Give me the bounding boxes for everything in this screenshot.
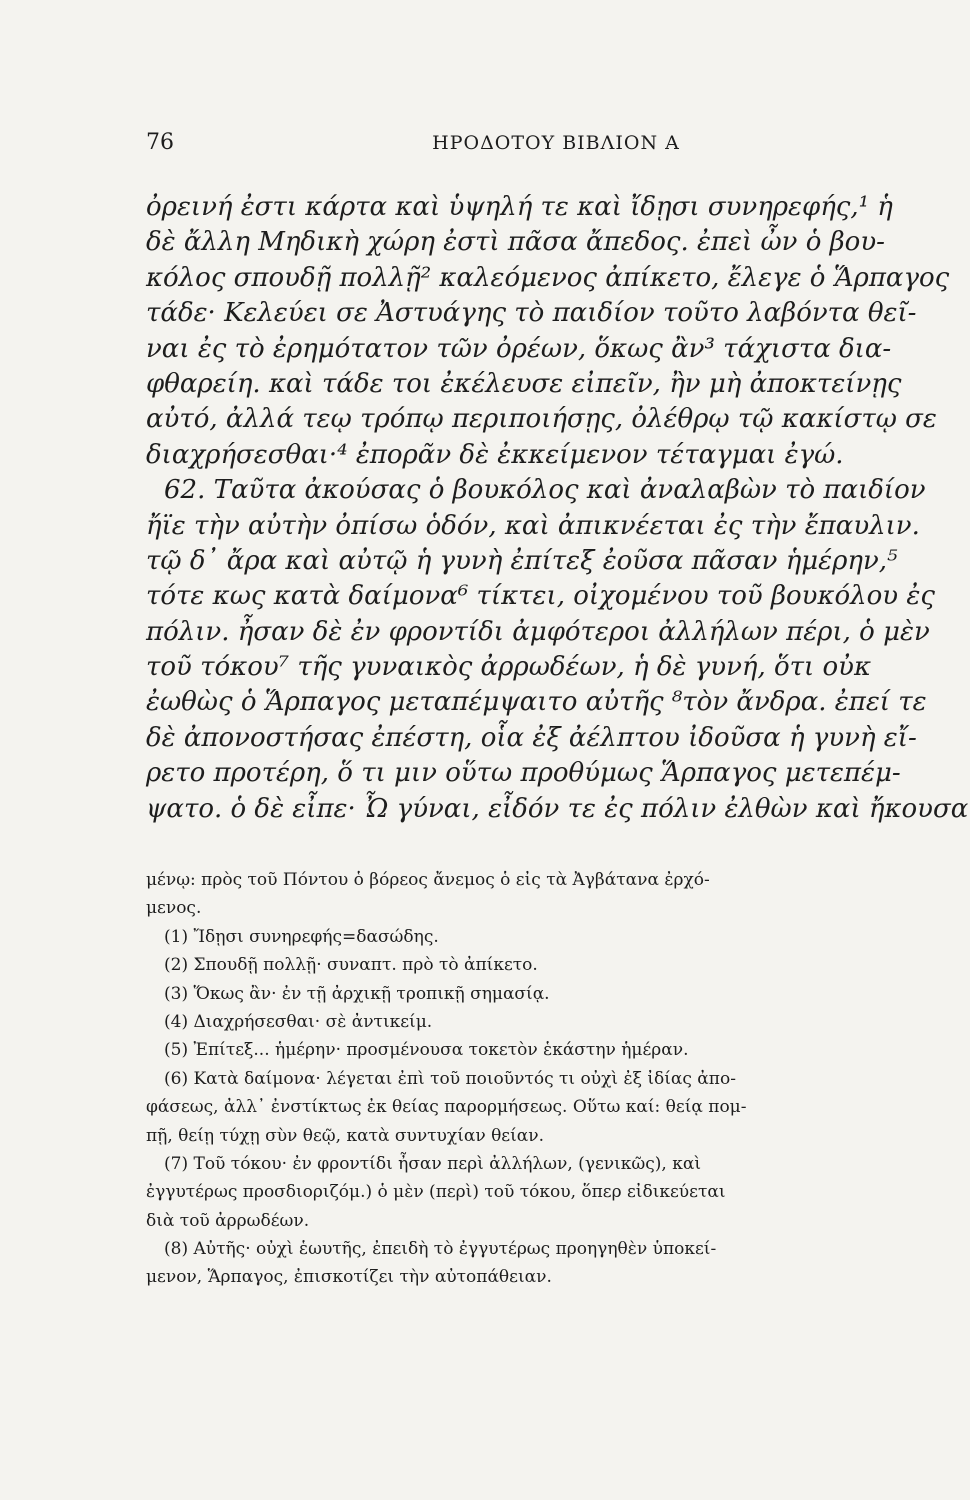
text-line: τότε κως κατὰ δαίμονα⁶ τίκτει, οἰχομένου τοῦ βουκόλου ἐς [146, 581, 935, 612]
text-line: αὐτό, ἀλλά τεῳ τρόπῳ περιποιήσῃς, ὀλέθρῳ τῷ κακίστῳ σε [146, 404, 937, 435]
footnote-line: (5) Ἐπίτεξ... ἡμέρην· προσμένουσα τοκετὸν ἑκάστην ἡμέραν. [164, 1040, 689, 1061]
footnote-line: (3) Ὅκως ἂν· ἐν τῇ ἀρχικῇ τροπικῇ σημασίᾳ. [164, 983, 550, 1004]
text-line: διαχρήσεσθαι·⁴ ἐπορᾶν δὲ ἐκκείμενον τέταγμαι ἐγώ. [146, 439, 844, 470]
main-text [146, 190, 969, 827]
footnote-line: (2) Σπουδῇ πολλῇ· συναπτ. πρὸ τὸ ἀπίκετο. [164, 955, 538, 976]
text-line: πόλιν. ἦσαν δὲ ἐν φροντίδι ἀμφότεροι ἀλλήλων πέρι, ὁ μὲν [146, 616, 930, 647]
footnote-line: (8) Αὐτῆς· οὐχὶ ἑωυτῆς, ἐπειδὴ τὸ ἐγγυτέρως προηγηθὲν ὑποκεί- [164, 1239, 717, 1260]
text-line: ψατο. ὁ δὲ εἶπε· Ὦ γύναι, εἶδόν τε ἐς πόλιν ἐλθὼν καὶ ἤκουσα [146, 793, 969, 824]
footnote-line: διὰ τοῦ ἀρρωδέων. [146, 1210, 310, 1231]
text-line: ἐωθὼς ὁ Ἅρπαγος μεταπέμψαιτο αὐτῆς ⁸τὸν ἄνδρα. ἐπεί τε [146, 687, 927, 718]
text-line: τάδε· Κελεύει σε Ἀστυάγης τὸ παιδίον τοῦτο λαβόντα θεῖ- [146, 298, 917, 329]
text-line: δὲ ἀπονοστήσας ἐπέστη, οἷα ἐξ ἀέλπτου ἰδοῦσα ἡ γυνὴ εἴ- [146, 722, 917, 753]
text-line: τῷ δ᾽ ἄρα καὶ αὐτῷ ἡ γυνὴ ἐπίτεξ ἐοῦσα πᾶσαν ἡμέρην,⁵ [146, 545, 898, 576]
footnote-line: φάσεως, ἀλλ᾽ ἐνστίκτως ἐκ θείας παρορμήσεως. Οὕτω καί: θείᾳ πομ- [146, 1097, 747, 1118]
footnote-line: (7) Τοῦ τόκου· ἐν φροντίδι ἦσαν περὶ ἀλλήλων, (γενικῶς), καὶ [164, 1153, 702, 1174]
footnotes [146, 866, 946, 1292]
text-line: δὲ ἄλλη Μηδικὴ χώρη ἐστὶ πᾶσα ἄπεδος. ἐπεὶ ὦν ὁ βου- [146, 227, 885, 258]
text-line: τοῦ τόκου⁷ τῆς γυναικὸς ἀρρωδέων, ἡ δὲ γυνή, ὅτι οὐκ [146, 652, 872, 683]
footnote-line: μενον, Ἅρπαγος, ἐπισκοτίζει τὴν αὐτοπάθειαν. [146, 1267, 552, 1288]
text-line: κόλος σπουδῇ πολλῇ² καλεόμενος ἀπίκετο, ἔλεγε ὁ Ἅρπαγος [146, 262, 950, 293]
page-header [146, 130, 926, 160]
footnote-line: (6) Κατὰ δαίμονα· λέγεται ἐπὶ τοῦ ποιοῦντός τι οὐχὶ ἐξ ἰδίας ἀπο- [164, 1068, 736, 1089]
footnote-line: (4) Διαχρήσεσθαι· σὲ ἀντικείμ. [164, 1011, 433, 1032]
text-line: 62. Ταῦτα ἀκούσας ὁ βουκόλος καὶ ἀναλαβὼν τὸ παιδίον [164, 475, 926, 506]
running-title: ΗΡΟΔΟΤΟΥ ΒΙΒΛΙΟΝ Α [432, 132, 680, 154]
text-line: ὀρεινή ἐστι κάρτα καὶ ὑψηλή τε καὶ ἴδῃσι συνηρεφής,¹ ἡ [146, 192, 893, 222]
text-line: φθαρείη. καὶ τάδε τοι ἐκέλευσε εἰπεῖν, ἢν μὴ ἀποκτείνῃς [146, 368, 902, 399]
text-line: ναι ἐς τὸ ἐρημότατον τῶν ὀρέων, ὅκως ἂν³ τάχιστα δια- [146, 333, 892, 364]
page-number: 76 [146, 130, 174, 155]
footnote-line: μενος. [146, 898, 202, 919]
footnote-line: (1) Ἴδῃσι συνηρεφής=δασώδης. [164, 926, 439, 947]
text-line: ρετο προτέρη, ὅ τι μιν οὕτω προθύμως Ἅρπαγος μετεπέμ- [146, 758, 901, 789]
footnote-line: ἐγγυτέρως προσδιοριζόμ.) ὁ μὲν (περὶ) τοῦ τόκου, ὅπερ εἰδικεύεται [146, 1182, 726, 1203]
text-line: ἤϊε τὴν αὐτὴν ὀπίσω ὁδόν, καὶ ἀπικνέεται ἐς τὴν ἔπαυλιν. [146, 510, 920, 541]
footnote-line: πῇ, θείῃ τύχῃ σὺν θεῷ, κατὰ συντυχίαν θείαν. [146, 1125, 544, 1146]
footnote-line: μένῳ: πρὸς τοῦ Πόντου ὁ βόρεος ἄνεμος ὁ εἰς τὰ Ἀγβάτανα ἐρχό- [146, 870, 710, 890]
